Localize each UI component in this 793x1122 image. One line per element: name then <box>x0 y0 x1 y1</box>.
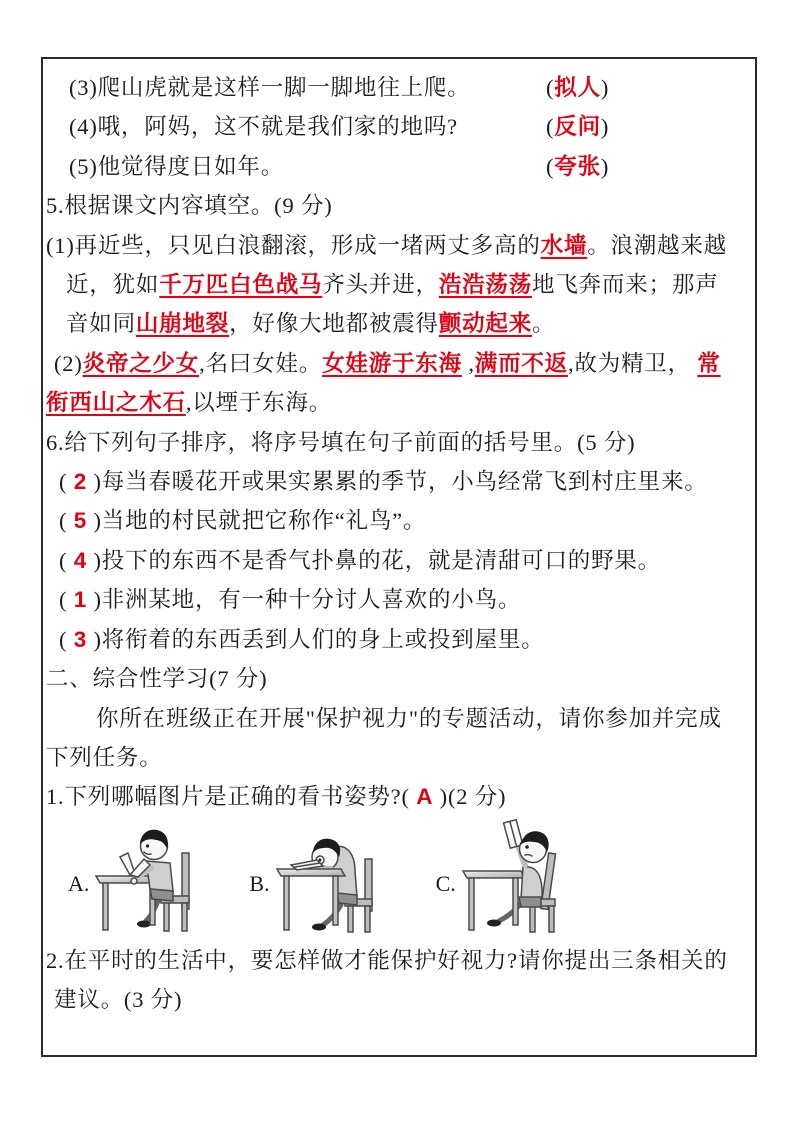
answer-red-text: 反问 <box>554 114 601 140</box>
answer-blank-text: 常 <box>697 350 721 376</box>
text-line <box>46 107 751 146</box>
text-line <box>46 941 751 980</box>
text-segment: ) <box>600 153 610 179</box>
text-line <box>46 265 751 304</box>
text-line <box>46 501 751 540</box>
worksheet-frame <box>41 57 757 1057</box>
text-segment: 2.在平时的生活中，要怎样做才能保护好视力?请你提出三条相关的 <box>46 947 728 973</box>
text-line <box>46 344 751 383</box>
text-segment: )每当春暖花开或果实累累的季节，小鸟经常飞到村庄里来。 <box>87 469 708 495</box>
text-segment: ( <box>59 587 74 613</box>
text-segment: ( <box>546 153 555 179</box>
text-segment: )当地的村民就把它称作“礼鸟”。 <box>87 508 427 534</box>
text-line <box>46 980 751 1019</box>
posture-option-c <box>436 819 566 934</box>
text-line <box>46 620 751 659</box>
document-body-bottom <box>46 941 751 1020</box>
text-line <box>46 186 751 225</box>
text-line <box>46 226 751 265</box>
document-body-top <box>46 68 751 817</box>
answer-blank-text: 满而不返 <box>474 350 568 376</box>
answer-label <box>546 68 609 107</box>
text-line <box>46 738 751 777</box>
answer-label <box>546 147 609 186</box>
text-segment: (3)爬山虎就是这样一脚一脚地往上爬。 <box>69 75 471 100</box>
text-segment: 下列任务。 <box>46 744 163 770</box>
text-segment: ,名曰女娃。 <box>199 350 323 376</box>
answer-blank-text: 浩浩荡荡 <box>438 272 533 298</box>
option-a-label: A. <box>68 870 90 896</box>
answer-label <box>546 107 609 146</box>
answer-red-text: 2 <box>73 469 88 495</box>
text-segment: )非洲某地，有一种十分讨人喜欢的小鸟。 <box>87 587 522 613</box>
text-segment: ,以堙于东海。 <box>185 390 333 416</box>
option-b-label: B. <box>249 870 270 896</box>
answer-red-text: A <box>416 784 434 810</box>
text-segment: , <box>461 350 475 376</box>
posture-option-a <box>68 819 199 934</box>
text-line <box>46 462 751 501</box>
text-line <box>46 699 751 738</box>
text-segment: )投下的东西不是香气扑鼻的花，就是清甜可口的野果。 <box>87 547 661 573</box>
answer-red-text: 3 <box>73 626 88 652</box>
text-line <box>46 147 751 186</box>
text-segment: 近，犹如 <box>66 272 160 298</box>
text-segment: 地飞奔而来；那声 <box>532 272 719 298</box>
text-segment: (4)哦，阿妈，这不就是我们家的地吗? <box>69 114 458 140</box>
text-segment: 二、综合性学习(7 分) <box>46 666 268 692</box>
text-line <box>46 777 751 816</box>
text-segment: 。浪潮越来越 <box>587 232 728 258</box>
text-line <box>46 580 751 619</box>
answer-red-text: 1 <box>73 587 88 613</box>
answer-blank-text: 千万匹白色战马 <box>159 272 323 298</box>
answer-red-text: 夸张 <box>554 153 601 179</box>
answer-red-text: 拟人 <box>554 75 601 100</box>
worksheet-content <box>46 68 751 1051</box>
text-segment: ) <box>600 75 610 100</box>
answer-red-text: 4 <box>73 547 88 573</box>
text-segment: 齐头并进， <box>322 272 439 298</box>
text-segment: 你所在班级正在开展"保护视力"的专题活动，请你参加并完成 <box>96 705 722 731</box>
text-line <box>46 541 751 580</box>
text-segment: 音如同 <box>66 311 136 337</box>
text-segment: (5)他觉得度日如年。 <box>69 153 285 179</box>
text-segment: ( <box>59 469 74 495</box>
text-segment: ，好像大地都被震得 <box>229 311 439 337</box>
text-segment: 。 <box>532 311 556 337</box>
posture-upright-image <box>94 819 199 934</box>
answer-blank-text: 衔西山之木石 <box>46 390 186 416</box>
text-segment: ( <box>59 626 74 652</box>
answer-blank-text: 颤动起来 <box>438 311 533 337</box>
text-segment: ( <box>546 114 555 140</box>
text-line <box>46 659 751 698</box>
text-line <box>46 304 751 343</box>
text-segment: 5.根据课文内容填空。(9 分) <box>46 193 333 219</box>
answer-blank-text: 水墙 <box>540 232 588 258</box>
text-segment: ) <box>600 114 610 140</box>
text-line <box>46 423 751 462</box>
posture-option-b <box>249 819 379 934</box>
text-segment: ,故为精卫， <box>567 350 698 376</box>
text-segment: 建议。(3 分) <box>54 987 183 1013</box>
answer-blank-text: 炎帝之少女 <box>82 350 200 376</box>
answer-red-text: 5 <box>73 508 88 534</box>
text-line <box>46 383 751 422</box>
answer-blank-text: 女娃游于东海 <box>322 350 462 376</box>
posture-hunched-image <box>275 819 380 934</box>
text-segment: 1.下列哪幅图片是正确的看书姿势?( <box>46 784 417 810</box>
text-segment: )将衔着的东西丢到人们的身上或投到屋里。 <box>87 626 545 652</box>
answer-blank-text: 山崩地裂 <box>135 311 230 337</box>
text-segment: (2) <box>54 350 83 376</box>
text-segment: 6.给下列句子排序，将序号填在句子前面的括号里。(5 分) <box>46 429 636 455</box>
text-segment: ( <box>546 75 555 100</box>
posture-figures-row <box>46 819 751 941</box>
text-segment: ( <box>59 508 74 534</box>
text-line <box>46 68 751 107</box>
posture-leaning-back-image <box>461 819 566 934</box>
text-segment: ( <box>59 547 74 573</box>
option-c-label: C. <box>435 870 456 896</box>
text-segment: (1)再近些，只见白浪翻滚，形成一堵两丈多高的 <box>46 232 541 258</box>
text-segment: )(2 分) <box>433 784 507 810</box>
